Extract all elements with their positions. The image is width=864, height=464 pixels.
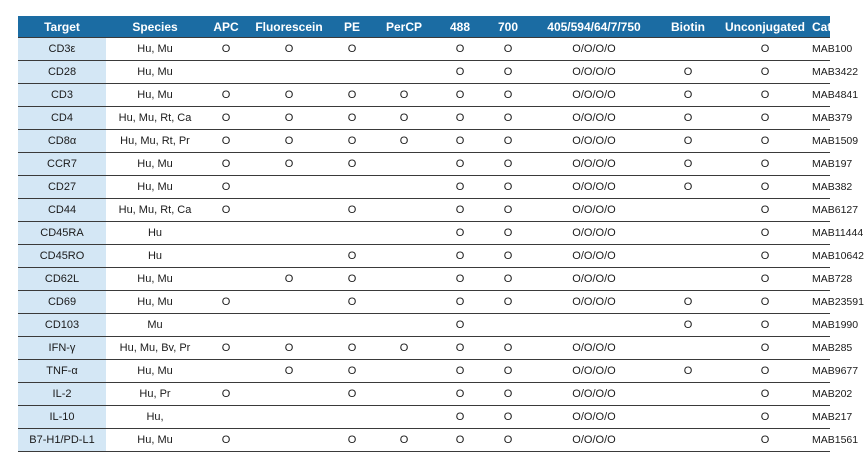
700-cell: O xyxy=(486,38,530,61)
unconjugated-cell: O xyxy=(718,107,812,130)
fluorescein-cell xyxy=(248,314,330,337)
table-row xyxy=(18,84,830,107)
percp-cell: O xyxy=(374,84,434,107)
apc-cell: O xyxy=(204,199,248,222)
405-594-647-750-cell: O/O/O/O xyxy=(530,107,658,130)
species-cell: Hu, Mu, Rt, Ca xyxy=(106,199,204,222)
fluorescein-cell xyxy=(248,291,330,314)
700-cell: O xyxy=(486,291,530,314)
unconjugated-cell: O xyxy=(718,429,812,452)
apc-cell: O xyxy=(204,337,248,360)
488-cell: O xyxy=(434,222,486,245)
cat-number-cell: MAB1561 xyxy=(812,429,830,452)
species-cell: Mu xyxy=(106,314,204,337)
target-cell: CD3 xyxy=(18,84,106,107)
table-row xyxy=(18,314,830,337)
cat-number-cell: MAB1990 xyxy=(812,314,830,337)
cat-number-cell: MAB9677 xyxy=(812,360,830,383)
488-cell: O xyxy=(434,107,486,130)
header-pe: PE xyxy=(330,16,374,38)
unconjugated-cell: O xyxy=(718,153,812,176)
table-row xyxy=(18,268,830,291)
biotin-cell: O xyxy=(658,360,718,383)
target-cell: CD45RO xyxy=(18,245,106,268)
apc-cell xyxy=(204,314,248,337)
unconjugated-cell: O xyxy=(718,383,812,406)
405-594-647-750-cell: O/O/O/O xyxy=(530,61,658,84)
percp-cell xyxy=(374,245,434,268)
pe-cell: O xyxy=(330,245,374,268)
pe-cell: O xyxy=(330,291,374,314)
pe-cell xyxy=(330,176,374,199)
pe-cell: O xyxy=(330,107,374,130)
700-cell: O xyxy=(486,61,530,84)
fluorescein-cell xyxy=(248,176,330,199)
biotin-cell: O xyxy=(658,314,718,337)
700-cell: O xyxy=(486,360,530,383)
pe-cell: O xyxy=(330,153,374,176)
488-cell: O xyxy=(434,406,486,429)
target-cell: CD103 xyxy=(18,314,106,337)
table-row xyxy=(18,130,830,153)
table-row xyxy=(18,61,830,84)
405-594-647-750-cell: O/O/O/O xyxy=(530,429,658,452)
488-cell: O xyxy=(434,176,486,199)
488-cell: O xyxy=(434,360,486,383)
unconjugated-cell: O xyxy=(718,291,812,314)
target-cell: TNF-α xyxy=(18,360,106,383)
percp-cell xyxy=(374,360,434,383)
405-594-647-750-cell: O/O/O/O xyxy=(530,130,658,153)
pe-cell: O xyxy=(330,383,374,406)
cat-number-cell: MAB6127 xyxy=(812,199,830,222)
unconjugated-cell: O xyxy=(718,199,812,222)
species-cell: Hu, Mu xyxy=(106,268,204,291)
unconjugated-cell: O xyxy=(718,176,812,199)
cat-number-cell: MAB285 xyxy=(812,337,830,360)
fluorescein-cell: O xyxy=(248,130,330,153)
488-cell: O xyxy=(434,61,486,84)
cat-number-cell: MAB100 xyxy=(812,38,830,61)
700-cell: O xyxy=(486,176,530,199)
unconjugated-cell: O xyxy=(718,84,812,107)
percp-cell xyxy=(374,199,434,222)
405-594-647-750-cell: O/O/O/O xyxy=(530,268,658,291)
pe-cell xyxy=(330,406,374,429)
unconjugated-cell: O xyxy=(718,360,812,383)
table-row xyxy=(18,222,830,245)
species-cell: Hu, Mu xyxy=(106,38,204,61)
cat-number-cell: MAB11444 xyxy=(812,222,830,245)
target-cell: CD62L xyxy=(18,268,106,291)
percp-cell: O xyxy=(374,337,434,360)
405-594-647-750-cell: O/O/O/O xyxy=(530,153,658,176)
fluorescein-cell xyxy=(248,222,330,245)
apc-cell: O xyxy=(204,153,248,176)
header-488: 488 xyxy=(434,16,486,38)
percp-cell: O xyxy=(374,429,434,452)
target-cell: CD27 xyxy=(18,176,106,199)
488-cell: O xyxy=(434,84,486,107)
percp-cell xyxy=(374,383,434,406)
table-row xyxy=(18,176,830,199)
700-cell: O xyxy=(486,429,530,452)
405-594-647-750-cell: O/O/O/O xyxy=(530,84,658,107)
biotin-cell xyxy=(658,429,718,452)
700-cell: O xyxy=(486,337,530,360)
species-cell: Hu, Mu xyxy=(106,153,204,176)
percp-cell xyxy=(374,222,434,245)
species-cell: Hu, Mu xyxy=(106,176,204,199)
header-700: 700 xyxy=(486,16,530,38)
percp-cell xyxy=(374,406,434,429)
biotin-cell xyxy=(658,383,718,406)
apc-cell xyxy=(204,268,248,291)
target-cell: CD69 xyxy=(18,291,106,314)
header-biotin: Biotin xyxy=(658,16,718,38)
unconjugated-cell: O xyxy=(718,61,812,84)
pe-cell: O xyxy=(330,360,374,383)
apc-cell: O xyxy=(204,84,248,107)
405-594-647-750-cell: O/O/O/O xyxy=(530,291,658,314)
cat-number-cell: MAB3422 xyxy=(812,61,830,84)
species-cell: Hu, Mu xyxy=(106,291,204,314)
percp-cell xyxy=(374,176,434,199)
target-cell: IL-10 xyxy=(18,406,106,429)
species-cell: Hu, Mu, Rt, Pr xyxy=(106,130,204,153)
table-row xyxy=(18,199,830,222)
apc-cell: O xyxy=(204,383,248,406)
species-cell: Hu, Mu xyxy=(106,429,204,452)
fluorescein-cell xyxy=(248,245,330,268)
biotin-cell: O xyxy=(658,84,718,107)
cat-number-cell: MAB379 xyxy=(812,107,830,130)
biotin-cell: O xyxy=(658,130,718,153)
405-594-647-750-cell: O/O/O/O xyxy=(530,406,658,429)
405-594-647-750-cell: O/O/O/O xyxy=(530,38,658,61)
pe-cell xyxy=(330,222,374,245)
cat-number-cell: MAB217 xyxy=(812,406,830,429)
cat-number-cell: MAB728 xyxy=(812,268,830,291)
header-unconjugated: Unconjugated xyxy=(718,16,812,38)
488-cell: O xyxy=(434,153,486,176)
cat-number-cell: MAB1509 xyxy=(812,130,830,153)
target-cell: CD45RA xyxy=(18,222,106,245)
table-row xyxy=(18,245,830,268)
species-cell: Hu, xyxy=(106,406,204,429)
405-594-647-750-cell xyxy=(530,314,658,337)
700-cell: O xyxy=(486,406,530,429)
biotin-cell xyxy=(658,38,718,61)
405-594-647-750-cell: O/O/O/O xyxy=(530,245,658,268)
apc-cell: O xyxy=(204,38,248,61)
unconjugated-cell: O xyxy=(718,268,812,291)
target-cell: IFN-γ xyxy=(18,337,106,360)
biotin-cell xyxy=(658,222,718,245)
target-cell: CD28 xyxy=(18,61,106,84)
488-cell: O xyxy=(434,130,486,153)
700-cell: O xyxy=(486,84,530,107)
table-row xyxy=(18,153,830,176)
unconjugated-cell: O xyxy=(718,314,812,337)
target-cell: CD44 xyxy=(18,199,106,222)
488-cell: O xyxy=(434,38,486,61)
488-cell: O xyxy=(434,245,486,268)
target-cell: CD4 xyxy=(18,107,106,130)
header-cat-number: Cat# xyxy=(812,16,830,38)
pe-cell: O xyxy=(330,268,374,291)
cat-number-cell: MAB382 xyxy=(812,176,830,199)
apc-cell: O xyxy=(204,429,248,452)
percp-cell: O xyxy=(374,130,434,153)
fluorescein-cell: O xyxy=(248,153,330,176)
species-cell: Hu, Mu, Rt, Ca xyxy=(106,107,204,130)
table-row xyxy=(18,429,830,452)
table-row xyxy=(18,406,830,429)
cat-number-cell: MAB10642 xyxy=(812,245,830,268)
biotin-cell: O xyxy=(658,291,718,314)
405-594-647-750-cell: O/O/O/O xyxy=(530,176,658,199)
apc-cell xyxy=(204,245,248,268)
species-cell: Hu xyxy=(106,222,204,245)
apc-cell: O xyxy=(204,130,248,153)
table-body xyxy=(18,38,864,452)
fluorescein-cell: O xyxy=(248,360,330,383)
biotin-cell: O xyxy=(658,176,718,199)
unconjugated-cell: O xyxy=(718,406,812,429)
percp-cell: O xyxy=(374,107,434,130)
biotin-cell xyxy=(658,406,718,429)
405-594-647-750-cell: O/O/O/O xyxy=(530,337,658,360)
header-405-594-647-750: 405/594/64/7/750 xyxy=(530,16,658,38)
fluorescein-cell xyxy=(248,406,330,429)
pe-cell: O xyxy=(330,84,374,107)
fluorescein-cell: O xyxy=(248,38,330,61)
cat-number-cell: MAB202 xyxy=(812,383,830,406)
700-cell: O xyxy=(486,107,530,130)
target-cell: IL-2 xyxy=(18,383,106,406)
percp-cell xyxy=(374,268,434,291)
target-cell: CD8α xyxy=(18,130,106,153)
header-apc: APC xyxy=(204,16,248,38)
header-species: Species xyxy=(106,16,204,38)
species-cell: Hu, Mu xyxy=(106,360,204,383)
biotin-cell: O xyxy=(658,153,718,176)
biotin-cell: O xyxy=(658,61,718,84)
species-cell: Hu, Mu, Bv, Pr xyxy=(106,337,204,360)
700-cell: O xyxy=(486,130,530,153)
unconjugated-cell: O xyxy=(718,38,812,61)
header-row xyxy=(18,16,830,38)
table-row xyxy=(18,337,830,360)
pe-cell: O xyxy=(330,199,374,222)
target-cell: CD3ε xyxy=(18,38,106,61)
fluorescein-cell: O xyxy=(248,268,330,291)
percp-cell xyxy=(374,314,434,337)
unconjugated-cell: O xyxy=(718,222,812,245)
target-cell: CCR7 xyxy=(18,153,106,176)
700-cell: O xyxy=(486,153,530,176)
biotin-cell xyxy=(658,268,718,291)
pe-cell: O xyxy=(330,38,374,61)
cat-number-cell: MAB4841 xyxy=(812,84,830,107)
pe-cell xyxy=(330,61,374,84)
species-cell: Hu, Pr xyxy=(106,383,204,406)
pe-cell: O xyxy=(330,337,374,360)
table-row xyxy=(18,360,830,383)
unconjugated-cell: O xyxy=(718,130,812,153)
species-cell: Hu, Mu xyxy=(106,84,204,107)
biotin-cell: O xyxy=(658,107,718,130)
apc-cell xyxy=(204,222,248,245)
table-row xyxy=(18,38,830,61)
488-cell: O xyxy=(434,429,486,452)
700-cell: O xyxy=(486,199,530,222)
fluorescein-cell xyxy=(248,429,330,452)
fluorescein-cell xyxy=(248,383,330,406)
405-594-647-750-cell: O/O/O/O xyxy=(530,383,658,406)
table-row xyxy=(18,291,830,314)
700-cell: O xyxy=(486,222,530,245)
unconjugated-cell: O xyxy=(718,245,812,268)
700-cell xyxy=(486,314,530,337)
700-cell: O xyxy=(486,268,530,291)
fluorescein-cell xyxy=(248,61,330,84)
header-fluorescein: Fluorescein xyxy=(248,16,330,38)
header-target: Target xyxy=(18,16,106,38)
405-594-647-750-cell: O/O/O/O xyxy=(530,360,658,383)
fluorescein-cell xyxy=(248,199,330,222)
488-cell: O xyxy=(434,383,486,406)
pe-cell xyxy=(330,314,374,337)
unconjugated-cell: O xyxy=(718,337,812,360)
405-594-647-750-cell: O/O/O/O xyxy=(530,222,658,245)
target-cell: B7-H1/PD-L1 xyxy=(18,429,106,452)
species-cell: Hu, Mu xyxy=(106,61,204,84)
cat-number-cell: MAB23591 xyxy=(812,291,830,314)
apc-cell xyxy=(204,406,248,429)
405-594-647-750-cell: O/O/O/O xyxy=(530,199,658,222)
table-row xyxy=(18,383,830,406)
biotin-cell xyxy=(658,337,718,360)
antibody-conjugate-table xyxy=(18,16,864,452)
percp-cell xyxy=(374,61,434,84)
biotin-cell xyxy=(658,199,718,222)
antibody-table-container xyxy=(18,16,864,452)
488-cell: O xyxy=(434,337,486,360)
488-cell: O xyxy=(434,314,486,337)
percp-cell xyxy=(374,153,434,176)
percp-cell xyxy=(374,291,434,314)
species-cell: Hu xyxy=(106,245,204,268)
percp-cell xyxy=(374,38,434,61)
488-cell: O xyxy=(434,268,486,291)
488-cell: O xyxy=(434,199,486,222)
apc-cell xyxy=(204,61,248,84)
table-header xyxy=(18,16,839,38)
fluorescein-cell: O xyxy=(248,84,330,107)
apc-cell: O xyxy=(204,107,248,130)
pe-cell: O xyxy=(330,130,374,153)
cat-number-cell: MAB197 xyxy=(812,153,830,176)
apc-cell: O xyxy=(204,176,248,199)
header-percp: PerCP xyxy=(374,16,434,38)
fluorescein-cell: O xyxy=(248,107,330,130)
apc-cell: O xyxy=(204,291,248,314)
fluorescein-cell: O xyxy=(248,337,330,360)
table-row xyxy=(18,107,830,130)
pe-cell: O xyxy=(330,429,374,452)
700-cell: O xyxy=(486,383,530,406)
apc-cell xyxy=(204,360,248,383)
488-cell: O xyxy=(434,291,486,314)
700-cell: O xyxy=(486,245,530,268)
biotin-cell xyxy=(658,245,718,268)
